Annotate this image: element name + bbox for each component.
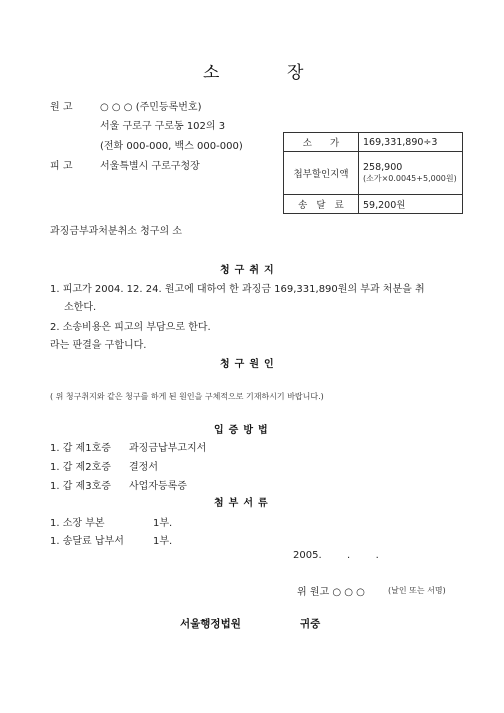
attachment-item-name: 1. 소장 부본 <box>50 518 105 529</box>
plaintiff-address: 서울 구로구 구로동 102의 3 <box>100 121 226 132</box>
title-char-2: 장 <box>287 63 304 83</box>
defendant-label: 피 고 <box>50 161 73 172</box>
defendant-name: 서울특별시 구로구청장 <box>100 161 200 172</box>
signature-line: 위 원고 ○ ○ ○ <box>297 587 365 598</box>
fee-value: 59,200원 <box>359 195 463 214</box>
signature-note: (날인 또는 서명) <box>388 586 446 595</box>
claim-cause-note: ( 위 청구취지와 같은 청구를 하게 된 원인을 구체적으로 기재하시기 바랍니다.) <box>50 392 324 401</box>
court-name: 서울행정법원 <box>180 618 241 630</box>
fee-value: 169,331,890÷3 <box>359 133 463 152</box>
fee-key: 소 가 <box>284 133 359 152</box>
fee-table <box>283 132 463 214</box>
court-suffix: 귀중 <box>300 618 321 630</box>
plaintiff-contact: (전화 000-000, 백스 000-000) <box>100 141 243 152</box>
fee-value-cell <box>359 152 463 195</box>
plaintiff-name: ○ ○ ○ (주민등록번호) <box>100 102 202 113</box>
attachments-heading: 첨부서류 <box>214 498 273 509</box>
evidence-item-name: 사업자등록증 <box>129 481 187 492</box>
fee-value: 258,900 <box>363 161 403 173</box>
claim-purpose-heading: 청구취지 <box>220 265 279 276</box>
claim-purpose-item1-line2: 소한다. <box>64 302 97 313</box>
attachment-item-qty: 1부. <box>153 536 173 547</box>
evidence-item-name: 과징금납부고지서 <box>129 443 207 454</box>
claim-cause-heading: 청구원인 <box>220 359 279 370</box>
attachment-item-qty: 1부. <box>153 518 173 529</box>
filing-date: 2005. . . <box>293 550 379 561</box>
evidence-item-name: 결정서 <box>129 462 158 473</box>
plaintiff-label: 원 고 <box>50 102 73 113</box>
evidence-item-no: 1. 갑 제1호증 <box>50 443 111 454</box>
fee-key: 송 달 료 <box>284 195 359 214</box>
fee-row-stamp <box>284 152 463 195</box>
claim-purpose-closing: 라는 판결을 구합니다. <box>50 340 147 351</box>
evidence-heading: 입증방법 <box>214 425 273 436</box>
evidence-item-no: 1. 갑 제3호증 <box>50 481 111 492</box>
claim-purpose-item2: 2. 소송비용은 피고의 부담으로 한다. <box>50 322 211 333</box>
fee-formula: (소가×0.0045+5,000원) <box>363 173 457 183</box>
fee-row-service <box>284 195 463 214</box>
case-name: 과징금부과처분취소 청구의 소 <box>50 226 182 237</box>
title-char-1: 소 <box>203 63 220 83</box>
fee-row-amount <box>284 133 463 152</box>
fee-key: 첩부할인지액 <box>284 152 359 195</box>
attachment-item-name: 1. 송달료 납부서 <box>50 536 124 547</box>
evidence-item-no: 1. 갑 제2호증 <box>50 462 111 473</box>
claim-purpose-item1-line1: 1. 피고가 2004. 12. 24. 원고에 대하여 한 과징금 169,331,890원의 부과 처분을 취 <box>50 284 425 295</box>
